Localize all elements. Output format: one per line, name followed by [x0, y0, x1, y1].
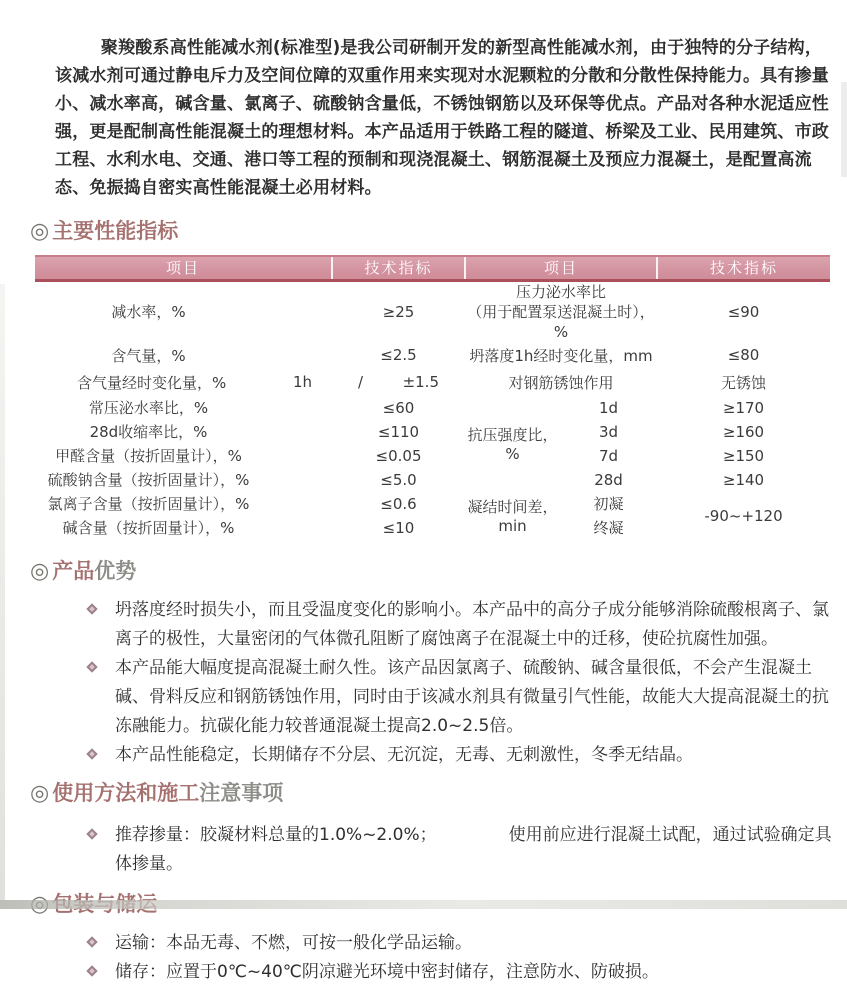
value-cell: ≥160	[722, 422, 765, 441]
scan-artifact-left-edge	[0, 284, 5, 900]
scan-artifact-right-edge	[841, 82, 847, 177]
item-cell: 含气量，%	[111, 346, 186, 365]
section-heading-advantages	[30, 556, 847, 587]
bullet-text	[115, 821, 835, 879]
value-cell: ≥140	[722, 470, 765, 489]
section-title-gray: 优势	[94, 558, 137, 583]
section-title: 使用方法和施工	[52, 780, 200, 805]
value-cell: ≤0.05	[375, 446, 422, 465]
section-title: 主要性能指标	[52, 219, 179, 243]
diamond-icon	[86, 828, 97, 839]
header-spec-right: 技术指标	[657, 256, 830, 280]
diamond-icon	[86, 661, 97, 672]
performance-indicators-table	[35, 255, 830, 540]
section-heading-usage	[30, 778, 847, 809]
scan-artifact-bottom-edge	[0, 900, 847, 909]
intro-paragraph: 聚羧酸系高性能减水剂(标准型)是我公司研制开发的新型高性能减水剂，由于独特的分子结构，该减水剂可通过静电斥力及空间位障的双重作用来实现对水泥颗粒的分散和分散性保持能力。具有掺量小、减水率高，碱含量、氯离子、硫酸钠含量低，不锈蚀钢筋以及环保等优点。产品对各种水泥适应性强，更是配制高性能混凝土的理想材料。本产品适用于铁路工程的隧道、桥梁及工业、民用建筑、市政工程、水利水电、交通、港口等工程的预制和现浇混凝土、钢筋混凝土及预应力混凝土，是配置高流态、免振捣自密实高性能混凝土必用材料。	[55, 38, 829, 198]
header-item-left: 项目	[35, 256, 332, 280]
value-cell: ≤10	[382, 518, 415, 537]
diamond-icon	[86, 965, 97, 976]
diamond-icon	[86, 936, 97, 947]
bullet-text: 本产品性能稳定，长期储存不分层、无沉淀，无毒、无刺激性，冬季无结晶。	[115, 744, 693, 765]
value-cell: ≤2.5	[380, 346, 417, 364]
item-line: （用于配置泵送混凝土时），%	[467, 302, 655, 341]
list-item	[88, 596, 835, 654]
item-sub-cell: 终凝	[593, 519, 624, 537]
item-sub-cell: 3d	[598, 422, 619, 441]
bullet-text: 坍落度经时损失小，而且受温度变化的影响小。本产品中的高分子成分能够消除硫酸根离子、氯离子的极性，大量密闭的气体微孔阻断了腐蚀离子在混凝土中的迁移，使砼抗腐性加强。	[115, 599, 829, 649]
item-cell: 甲醛含量（按折固量计），%	[55, 447, 242, 465]
packaging-list	[0, 929, 847, 987]
item-cell: 氯离子含量（按折固量计），%	[47, 495, 250, 513]
item-sub-cell: 28d	[594, 470, 623, 489]
value-cell: -90~+120	[704, 506, 783, 525]
table-row	[35, 369, 830, 396]
usage-list	[0, 821, 847, 879]
section-heading-performance	[30, 216, 847, 247]
item-sub: 1h	[292, 373, 312, 391]
bullet-text: 储存：应置于0℃~40℃阴凉避光环境中密封储存，注意防水、防破损。	[115, 961, 659, 982]
bullet-text: 运输：本品无毒、不燃，可按一般化学品运输。	[115, 932, 472, 953]
item-sub-cell: 7d	[598, 446, 619, 465]
value-cell: ≤60	[382, 398, 415, 417]
product-datasheet-page	[0, 34, 847, 982]
list-item	[88, 741, 835, 770]
table-row	[35, 396, 830, 420]
advantages-list	[0, 596, 847, 770]
value-cell	[332, 369, 465, 396]
table-row	[35, 280, 830, 342]
table-row	[35, 420, 830, 444]
item-cell	[35, 369, 332, 396]
list-item	[88, 929, 835, 958]
diamond-icon	[86, 748, 97, 759]
list-item	[88, 821, 835, 879]
value-slash: /	[358, 373, 364, 391]
table-row	[35, 444, 830, 468]
value-cell: ≤110	[377, 422, 420, 441]
double-circle-icon: ◎	[30, 219, 50, 244]
bullet-text: 本产品能大幅度提高混凝土耐久性。该产品因氯离子、硫酸钠、碱含量很低，不会产生混凝土碱、骨料反应和钢筋锈蚀作用，同时由于该减水剂具有微量引气性能，故能大大提高混凝土的抗冻融能力。抗碳化能力较普通混凝土提高2.0~2.5倍。	[115, 657, 829, 736]
item-group-cell: 抗压强度比，%	[467, 426, 558, 463]
double-circle-icon: ◎	[30, 558, 50, 584]
item-cell	[465, 280, 657, 342]
value-number: ±1.5	[402, 373, 439, 391]
item-group-cell: 凝结时间差，min	[467, 498, 558, 535]
trial-mix-text: 使用前应进行混凝土试配，通过试验确定具体掺量。	[115, 824, 832, 874]
item-line: 压力泌水率比	[516, 282, 607, 301]
value-cell: ≥25	[382, 302, 415, 321]
list-item	[88, 654, 835, 741]
header-spec-left: 技术指标	[332, 256, 465, 280]
item-cell: 坍落度1h经时变化量，mm	[469, 346, 653, 365]
section-title-gray: 注意事项	[199, 780, 284, 805]
item-label: 含气量经时变化量，%	[77, 373, 227, 392]
double-circle-icon: ◎	[30, 780, 50, 806]
dosage-text: 推荐掺量：胶凝材料总量的1.0%~2.0%；	[115, 824, 437, 845]
value-cell: ≤5.0	[380, 470, 417, 489]
item-cell: 28d收缩率比，%	[89, 423, 208, 441]
table-row	[35, 468, 830, 492]
value-cell: ≤0.6	[380, 494, 417, 513]
diamond-icon	[86, 603, 97, 614]
table-row	[35, 492, 830, 516]
value-cell: ≥150	[722, 446, 765, 465]
value-cell: 无锈蚀	[721, 373, 767, 392]
item-cell: 对钢筋锈蚀作用	[508, 373, 614, 392]
item-cell: 碱含量（按折固量计），%	[62, 519, 235, 537]
table-header-row	[35, 256, 830, 280]
item-sub-cell: 1d	[598, 398, 619, 417]
item-sub-cell: 初凝	[593, 495, 624, 513]
value-cell: ≤80	[727, 346, 760, 364]
list-item	[88, 958, 835, 987]
header-item-right: 项目	[465, 256, 657, 280]
item-cell: 硫酸钠含量（按折固量计），%	[47, 471, 250, 489]
value-cell: ≥170	[722, 398, 765, 417]
table-row	[35, 342, 830, 369]
item-cell: 减水率，%	[111, 303, 186, 321]
item-cell: 常压泌水率比，%	[88, 399, 209, 417]
value-cell: ≤90	[727, 302, 760, 321]
section-title: 产品	[52, 558, 95, 583]
